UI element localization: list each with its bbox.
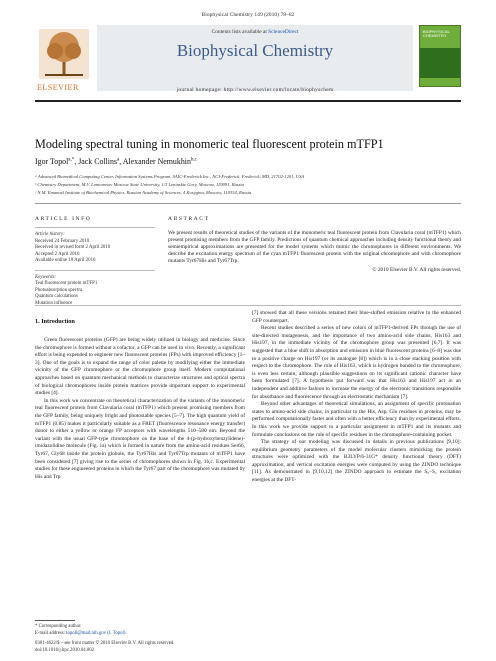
affiliation: ᵃ Advanced Biomedical Computing Center, Information Systems Program, SAIC-Frederick Inc., NCI-Frederick, Frederick, MD, 21702-1201, USA: [35, 174, 305, 179]
journal-reference: Biophysical Chemistry 149 (2010) 78–82: [201, 12, 295, 18]
article-info-heading: ARTICLE INFO: [35, 216, 92, 222]
author-list: Igor Topol$^{a,*}$, Jack Collins$^a$, Alexander Nemukhin$^{b,c}$: [35, 157, 197, 166]
contents-prefix: Contents lists available at: [211, 29, 269, 35]
sciencedirect-link[interactable]: ScienceDirect: [268, 29, 299, 35]
affiliation: ᵇ Chemistry Department, M.V. Lomonosov Moscow State University, 1/3 Leninskie Gory, Moscow, 119991, Russia: [35, 182, 244, 187]
section-rule: [35, 203, 461, 204]
copyright-notice: © 2010 Elsevier B.V. All rights reserved.: [372, 267, 461, 273]
elsevier-wordmark: ELSEVIER: [37, 83, 79, 92]
author-name[interactable]: Jack Collins: [78, 157, 118, 166]
article-info-panel: [35, 216, 155, 307]
keyword: Mutation influence: [35, 300, 73, 306]
author-affil-mark: b,c: [190, 157, 197, 163]
author-name[interactable]: Alexander Nemukhin: [122, 157, 191, 166]
abstract-panel: [168, 216, 461, 273]
paragraph: In this work we concentrate on theoretical characterization of the variants of the monomeric teal fluorescent protein from Clavularia coral (mTFP1) which present promising members from the GFP family, being uniquely bright and photostable species [5–7]. The high quantum yield of mTFP1 (0.85) makes it particularly suitable as a FRET (fluorescence resonance energy transfer) donor to either a yellow or orange FP acceptors with wavelengths 510–580 nm. Beyond the variant with the usual GFP-type chromophore on the base of the 4-(p-hydroxybenzylidene)-imidazolidine molecule (Fig. 1a) which is formed in nature from the amino-acid residues Ser66, Tyr67, Gly68 inside the protein globule, the Tyr67His and Tyr67Trp mutants of mTFP1 have been considered [7] giving rise to the series of chromophores shown in Fig. 1b,c. Experimental studies for these engineered proteins in which the Tyr67 part of the chromophore was mutated by His and Trp: [35, 397, 245, 480]
section-rule: [35, 305, 461, 306]
email-link[interactable]: topoli@mail.nih.gov (I. Topol).: [66, 631, 127, 636]
keyword: Photoabsorption spectra: [35, 287, 83, 293]
email-note: [35, 631, 127, 636]
footnote-rule: [35, 620, 75, 621]
section-heading: 1. Introduction: [35, 318, 75, 325]
history-item: Accepted 2 April 2010: [35, 251, 80, 257]
abstract-text: We present results of theoretical studies of the variants of the monomeric teal fluorescent protein from Clavularia coral (mTFP1) which present promising members from the GFP family. Predictions of quantum chemical approaches including density functional theory and semiempirical approximations are presented for the model systems which mimic the chromophores in different environments. We describe the excitation energy spectrum of the cyan mTFP1 fluorescent protein with the original chromophore and with chromophore mutants Tyr67His and Tyr67Trp.: [168, 230, 461, 264]
keywords-label: Keywords:: [35, 274, 57, 280]
doi-link[interactable]: doi:10.1016/j.bpc.2010.04.002: [35, 648, 95, 653]
contents-line: [97, 29, 413, 35]
history-label: Article history:: [35, 232, 65, 237]
author-name[interactable]: Igor Topol: [35, 157, 69, 166]
header-rule: [35, 100, 461, 102]
author-affil-mark: a: [117, 157, 120, 163]
author-affil-mark: a,*: [68, 157, 75, 163]
journal-masthead: [35, 25, 461, 97]
divider: [35, 227, 155, 228]
paragraph: Recent studies described a series of new colors of mTFP1-derived FPs through the use of site-directed mutagenesis, and the importance of two amino-acid side chains, His163 and His197, in the immediate vicinity of the chromophore group was presented [6,7]. It was suggested that a blue shift in absorption and emission in blue fluorescent proteins [6–8] was due to a positive charge on His197 (or its analogue [8]) which is in a close stacking position with respect to the chromophore. The role of His163, which is hydrogen bonded to the chromophore, is even less certain, although plausible suggestions on its significant cationic character have been formulated [7]. A hypothesis put forward was that His163 and His197 act in an independent and additive fashion to increase the energy of the electronic transitions responsible for absorbance and fluorescence through an electrostatic mechanism [7].: [252, 325, 461, 400]
corresponding-author-note: * Corresponding author.: [35, 624, 82, 629]
article-title: Modeling spectral tuning in monomeric teal fluorescent protein mTFP1: [35, 137, 384, 151]
elsevier-tree-icon: [35, 25, 93, 83]
paragraph: [7] showed that all these versions retained their blue-shifted emission relative to the enhanced GFP counterpart.: [252, 310, 461, 324]
paragraph: Beyond other advantages of theoretical simulations, an assignment of specific protonation states to amino-acid side chains, in particular to the His, Asp, Glu residues in proteins, may be performed computationally faster and often with a better efficiency than by experimental efforts. In this work we provide support to a particular assignment in mTFP1 and its mutants and formulate conclusions on the role of specific residues in the chromophore-containing pocket.: [252, 401, 461, 438]
keyword: Quantum calculations: [35, 294, 78, 299]
journal-cover-thumbnail: [419, 25, 461, 87]
history-item: Available online 10 April 2010: [35, 258, 96, 263]
history-item: Received in revised form 2 April 2010: [35, 245, 111, 250]
divider: [35, 270, 155, 271]
body-column-left: [35, 337, 245, 481]
keyword: Teal fluorescent protein mTFP1: [35, 281, 98, 286]
affiliation: ᶜ N.M. Emanuel Institute of Biochemical Physics, Russian Academy of Sciences, 4 Kosygina, Moscow, 119334, Russia: [35, 190, 252, 195]
abstract-heading: ABSTRACT: [168, 216, 210, 222]
journal-homepage[interactable]: journal homepage: http://www.elsevier.com/locate/biophyschem: [176, 87, 334, 93]
issn-line: 0301-4622/$ – see front matter © 2010 Elsevier B.V. All rights reserved.: [35, 641, 175, 646]
elsevier-logo: [35, 25, 93, 95]
cover-title: BIOPHYSICAL CHEMISTRY: [423, 29, 450, 39]
paragraph: The strategy of our modeling was discussed in details in previous publications [9,10]: equilibrium geometry parameters of the model molecular clusters mimicking the protein structures were optimized with the B3LYP/6-31G* density functional theory (DFT) approximation, and vertical excitation energies were computed by using the ZINDO technique [11]. As demonstrated in [9,10,12] the ZINDO approach to estimate the S₀–S₁ excitation energies at the DFT-: [252, 439, 461, 484]
history-item: Received 24 February 2010: [35, 238, 90, 244]
email-label: E-mail address:: [35, 631, 67, 636]
paragraph: Green fluorescent proteins (GFP) are being widely utilized in biology and medicine. Since the chromophore is formed without a cofactor, a GFP can be used in vivo. Recently, a significant effort is being expended to engineer new fluorescent proteins (FPs) with improved efficiency [1–3]. One of the goals is to expand the range of color palette by modifying either the immediate vicinity of the GFP chromophore or the chromophore group itself. Modern computational approaches based on quantum mechanical methods to characterize structures and optical spectra of biological chromophores inside protein matrices provide important support to experimental studies [4].: [35, 337, 245, 397]
body-column-right: [252, 310, 461, 485]
journal-title: Biophysical Chemistry: [176, 41, 334, 60]
